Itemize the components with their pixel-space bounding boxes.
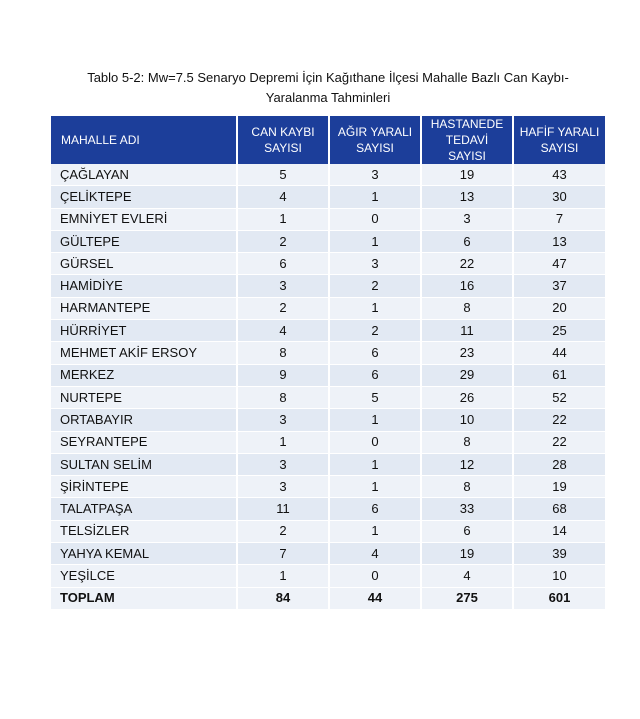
caption-line-2: Yaralanma Tahminleri: [265, 90, 391, 105]
cell-agir-yarali: 0: [329, 565, 421, 587]
table-row: [51, 164, 605, 186]
cell-hastanede-tedavi: 33: [421, 498, 513, 520]
cell-hastanede-tedavi: 3: [421, 208, 513, 230]
cell-hafif-yarali: 25: [513, 320, 605, 342]
cell-hafif-yarali: 52: [513, 386, 605, 408]
cell-hafif-yarali: 39: [513, 543, 605, 565]
cell-can-kaybi: 1: [237, 431, 329, 453]
cell-mahalle: TELSİZLER: [51, 520, 237, 542]
cell-mahalle: EMNİYET EVLERİ: [51, 208, 237, 230]
cell-mahalle: NURTEPE: [51, 386, 237, 408]
cell-hafif-yarali: 19: [513, 476, 605, 498]
cell-mahalle: MEHMET AKİF ERSOY: [51, 342, 237, 364]
cell-agir-yarali: 6: [329, 364, 421, 386]
table-row: [51, 208, 605, 230]
cell-hastanede-tedavi: 26: [421, 386, 513, 408]
cell-mahalle: YEŞİLCE: [51, 565, 237, 587]
cell-hastanede-tedavi: 4: [421, 565, 513, 587]
cell-mahalle: SEYRANTEPE: [51, 431, 237, 453]
cell-hastanede-tedavi: 6: [421, 230, 513, 252]
header-hastanede-tedavi-line-2: TEDAVİ SAYISI: [445, 133, 489, 163]
table-row: [51, 364, 605, 386]
cell-agir-yarali: 4: [329, 543, 421, 565]
header-agir-yarali-line-2: SAYISI: [356, 141, 394, 155]
cell-mahalle: HAMİDİYE: [51, 275, 237, 297]
header-can-kaybi-line-2: SAYISI: [264, 141, 302, 155]
cell-agir-yarali: 3: [329, 164, 421, 186]
cell-hastanede-tedavi: 29: [421, 364, 513, 386]
table-row: [51, 186, 605, 208]
cell-mahalle: MERKEZ: [51, 364, 237, 386]
cell-agir-yarali: 5: [329, 386, 421, 408]
cell-agir-yarali: 1: [329, 297, 421, 319]
total-label: TOPLAM: [51, 587, 237, 609]
table-row: [51, 320, 605, 342]
caption-line-1: Tablo 5-2: Mw=7.5 Senaryo Depremi İçin Kağıthane İlçesi Mahalle Bazlı Can Kaybı-: [87, 70, 569, 85]
cell-hastanede-tedavi: 22: [421, 253, 513, 275]
header-can-kaybi-line-1: CAN KAYBI: [251, 125, 315, 139]
table-row: [51, 409, 605, 431]
cell-mahalle: SULTAN SELİM: [51, 453, 237, 475]
table-row: [51, 520, 605, 542]
header-hafif-yarali-line-1: HAFİF YARALI: [519, 125, 600, 139]
cell-agir-yarali: 6: [329, 498, 421, 520]
table-body: [51, 164, 605, 609]
table-row: [51, 386, 605, 408]
cell-mahalle: GÜLTEPE: [51, 230, 237, 252]
cell-mahalle: YAHYA KEMAL: [51, 543, 237, 565]
cell-can-kaybi: 2: [237, 230, 329, 252]
cell-can-kaybi: 1: [237, 208, 329, 230]
table-row: [51, 431, 605, 453]
cell-agir-yarali: 1: [329, 453, 421, 475]
total-hafif-yarali: 601: [513, 587, 605, 609]
table-row: [51, 253, 605, 275]
cell-mahalle: TALATPAŞA: [51, 498, 237, 520]
cell-hafif-yarali: 13: [513, 230, 605, 252]
cell-can-kaybi: 8: [237, 386, 329, 408]
cell-hastanede-tedavi: 23: [421, 342, 513, 364]
cell-hastanede-tedavi: 13: [421, 186, 513, 208]
table-row: [51, 565, 605, 587]
cell-agir-yarali: 1: [329, 230, 421, 252]
cell-agir-yarali: 1: [329, 520, 421, 542]
header-hafif-yarali-line-2: SAYISI: [540, 141, 579, 155]
cell-hafif-yarali: 22: [513, 409, 605, 431]
cell-can-kaybi: 2: [237, 297, 329, 319]
table-row: [51, 476, 605, 498]
cell-can-kaybi: 3: [237, 476, 329, 498]
cell-hastanede-tedavi: 19: [421, 164, 513, 186]
cell-hafif-yarali: 37: [513, 275, 605, 297]
cell-can-kaybi: 4: [237, 186, 329, 208]
cell-can-kaybi: 2: [237, 520, 329, 542]
cell-agir-yarali: 2: [329, 275, 421, 297]
cell-hastanede-tedavi: 10: [421, 409, 513, 431]
cell-agir-yarali: 1: [329, 186, 421, 208]
header-can-kaybi: [237, 116, 329, 164]
cell-hafif-yarali: 43: [513, 164, 605, 186]
cell-agir-yarali: 2: [329, 320, 421, 342]
total-row: [51, 587, 605, 609]
cell-agir-yarali: 0: [329, 431, 421, 453]
cell-mahalle: ÇELİKTEPE: [51, 186, 237, 208]
cell-mahalle: ŞİRİNTEPE: [51, 476, 237, 498]
table-header: [51, 116, 605, 164]
cell-hafif-yarali: 10: [513, 565, 605, 587]
table-row: [51, 498, 605, 520]
cell-hastanede-tedavi: 11: [421, 320, 513, 342]
total-agir-yarali: 44: [329, 587, 421, 609]
cell-hafif-yarali: 7: [513, 208, 605, 230]
table-row: [51, 275, 605, 297]
cell-can-kaybi: 1: [237, 565, 329, 587]
cell-hastanede-tedavi: 19: [421, 543, 513, 565]
cell-hafif-yarali: 47: [513, 253, 605, 275]
cell-hafif-yarali: 44: [513, 342, 605, 364]
cell-can-kaybi: 4: [237, 320, 329, 342]
table-row: [51, 297, 605, 319]
cell-hafif-yarali: 68: [513, 498, 605, 520]
cell-agir-yarali: 0: [329, 208, 421, 230]
cell-agir-yarali: 3: [329, 253, 421, 275]
table-row: [51, 342, 605, 364]
cell-hastanede-tedavi: 16: [421, 275, 513, 297]
table-row: [51, 543, 605, 565]
cell-hafif-yarali: 14: [513, 520, 605, 542]
cell-can-kaybi: 8: [237, 342, 329, 364]
cell-hafif-yarali: 61: [513, 364, 605, 386]
cell-hastanede-tedavi: 8: [421, 431, 513, 453]
cell-can-kaybi: 7: [237, 543, 329, 565]
header-hafif-yarali: [513, 116, 605, 164]
cell-hafif-yarali: 22: [513, 431, 605, 453]
casualty-table: [51, 116, 605, 610]
cell-mahalle: GÜRSEL: [51, 253, 237, 275]
cell-agir-yarali: 1: [329, 409, 421, 431]
header-hastanede-tedavi-line-1: HASTANEDE: [430, 117, 504, 131]
cell-agir-yarali: 6: [329, 342, 421, 364]
cell-agir-yarali: 1: [329, 476, 421, 498]
cell-hastanede-tedavi: 8: [421, 476, 513, 498]
cell-hafif-yarali: 20: [513, 297, 605, 319]
cell-mahalle: ÇAĞLAYAN: [51, 164, 237, 186]
cell-can-kaybi: 3: [237, 275, 329, 297]
cell-can-kaybi: 3: [237, 409, 329, 431]
header-hastanede-tedavi: [421, 116, 513, 164]
total-can-kaybi: 84: [237, 587, 329, 609]
cell-mahalle: ORTABAYIR: [51, 409, 237, 431]
total-hastanede-tedavi: 275: [421, 587, 513, 609]
header-mahalle-adi: MAHALLE ADI: [51, 116, 237, 164]
header-row: [51, 116, 605, 164]
table-caption: [40, 68, 616, 108]
cell-hafif-yarali: 28: [513, 453, 605, 475]
table-row: [51, 453, 605, 475]
cell-mahalle: HÜRRİYET: [51, 320, 237, 342]
header-agir-yarali-line-1: AĞIR YARALI: [337, 125, 413, 139]
table-row: [51, 230, 605, 252]
cell-can-kaybi: 6: [237, 253, 329, 275]
cell-can-kaybi: 9: [237, 364, 329, 386]
header-agir-yarali: [329, 116, 421, 164]
cell-can-kaybi: 3: [237, 453, 329, 475]
cell-hastanede-tedavi: 8: [421, 297, 513, 319]
cell-hastanede-tedavi: 12: [421, 453, 513, 475]
cell-hafif-yarali: 30: [513, 186, 605, 208]
cell-can-kaybi: 11: [237, 498, 329, 520]
cell-mahalle: HARMANTEPE: [51, 297, 237, 319]
cell-can-kaybi: 5: [237, 164, 329, 186]
cell-hastanede-tedavi: 6: [421, 520, 513, 542]
